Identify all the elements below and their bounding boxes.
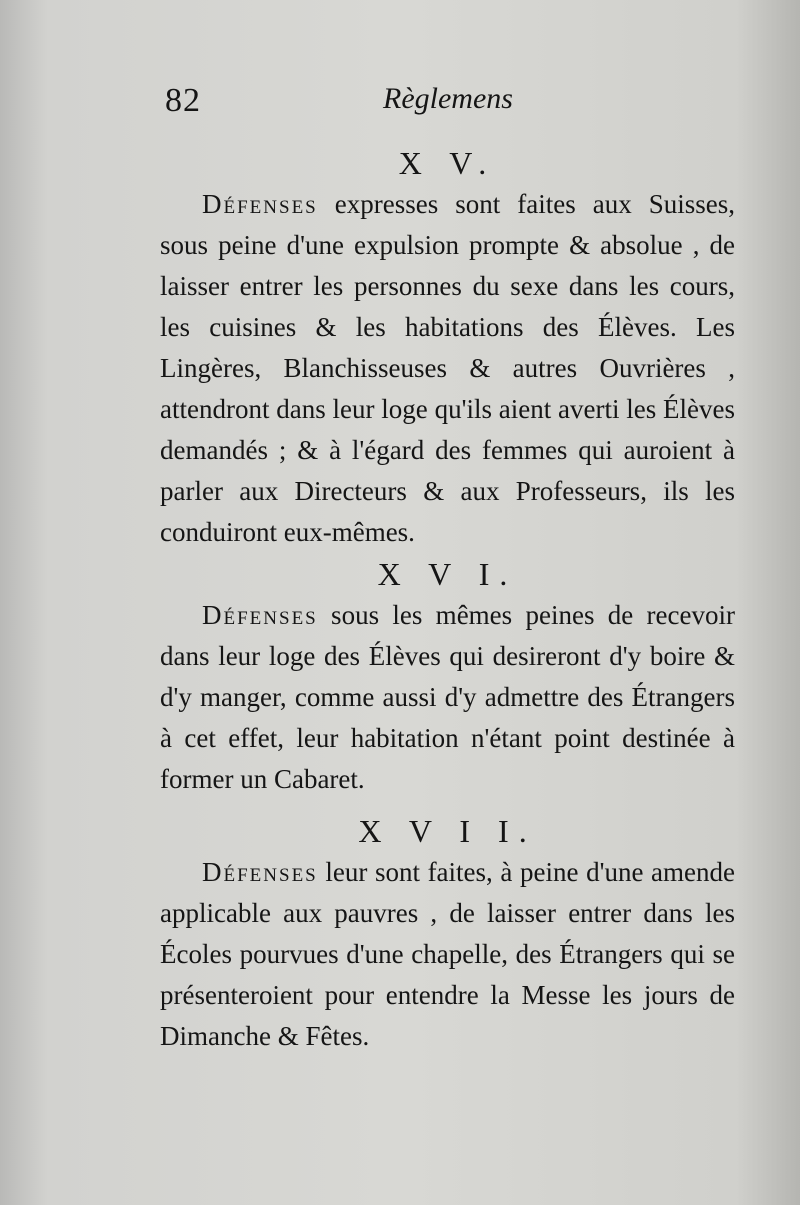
paragraph-lead: Défenses [202,857,318,887]
article-xvi [160,553,735,800]
paragraph-body: leur sont faites, à peine d'une amende applicable aux pauvres , de laisser entrer dans les Écoles pourvues d'une chapelle, des Étrangers qui se présenteroient pour entendre la Messe les jours de Dimanche & Fêtes. [160,857,735,1051]
article-xvii [160,810,735,1057]
paragraph-lead: Défenses [202,600,318,630]
article-xv [160,142,735,553]
page-header [165,82,735,122]
running-title: Règlemens [383,82,513,115]
paragraph-lead: Défenses [202,189,318,219]
article-paragraph [160,184,735,553]
article-paragraph [160,595,735,800]
article-heading: X V. [398,145,497,181]
article-heading: X V I. [377,556,518,592]
article-heading: X V I I. [358,813,537,849]
page-text [160,142,735,1057]
paragraph-body: sous les mêmes peines de recevoir dans leur loge des Élèves qui desireront d'y boire & d'y manger, comme aussi d'y admettre des Étrangers à cet effet, leur habitation n'étant point destinée à former un Cabaret. [160,600,735,794]
paragraph-body: expresses sont faites aux Suisses, sous peine d'une expulsion prompte & absolue , de laisser entrer les personnes du sexe dans les cours, les cuisines & les habitations des Élèves. Les Lingères, Blanchisseuses & autres Ouvrières , attendront dans leur loge qu'ils aient averti les Élèves demandés ; & à l'égard des femmes qui auroient à parler aux Directeurs & aux Professeurs, ils les conduiront eux-mêmes. [160,189,735,547]
article-paragraph [160,852,735,1057]
page-number: 82 [165,82,201,119]
